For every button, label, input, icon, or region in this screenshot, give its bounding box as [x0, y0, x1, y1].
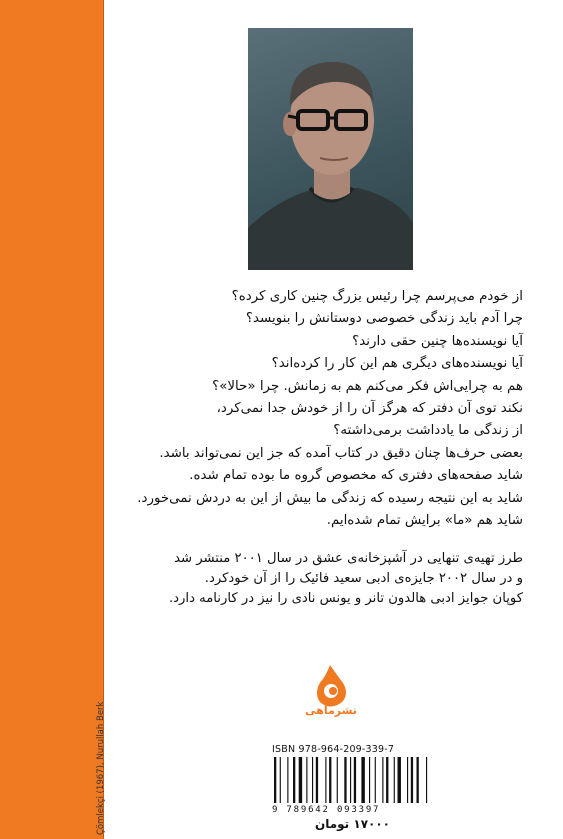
barcode [272, 757, 462, 803]
blurb-line: و در سال ۲۰۰۲ جایزه‌ی ادبی سعید فائیک را از آن خودکرد. [204, 571, 523, 586]
price-label: ۱۷۰۰۰ تومان [314, 817, 390, 831]
isbn-text: ISBN 978-964-209-339-7 [272, 744, 395, 755]
blurb-line: نکند توی آن دفتر که هرگز آن را از خودش جدا نمی‌کرد، [216, 401, 523, 417]
blurb-line: آیا نویسنده‌ها چنین حقی دارند؟ [352, 333, 523, 349]
spine-credit: Çömlekçi (1967), Nurullah Berk [96, 701, 106, 835]
blurb-line: شاید صفحه‌های دفتری که مخصوص گروه ما بوده تمام شده. [189, 468, 523, 484]
barcode-number: 9 789642 093397 [272, 805, 381, 815]
blurb-line: طرز تهیه‌ی تنهایی در آشپزخانه‌ی عشق در سال ۲۰۰۱ منتشر شد [174, 551, 523, 566]
blurb-line: آیا نویسنده‌های دیگری هم این کار را کرده‌اند؟ [271, 356, 523, 372]
blurb-line: از زندگی ما یادداشت برمی‌داشته؟ [333, 423, 523, 439]
blurb-line: چرا آدم باید زندگی خصوصی دوستانش را بنویسد؟ [245, 311, 523, 327]
blurb-line: شاید به این نتیجه رسیده که زندگی ما بیش از این به دردش نمی‌خورد. [137, 490, 523, 506]
blurb-line: کوپان جوایز ادبی هالدون تانر و یونس نادی را نیز در کارنامه دارد. [168, 591, 523, 606]
blurb-paragraph-2 [153, 549, 523, 609]
publisher-name: نشرماهی [305, 704, 357, 717]
blurb-line: از خودم می‌پرسم چرا رئیس بزرگ چنین کاری کرده؟ [231, 289, 523, 304]
spine-panel [0, 0, 103, 839]
blurb-line: بعضی حرف‌ها چنان دقیق در کتاب آمده که جز این نمی‌تواند باشد. [159, 445, 523, 461]
author-photo [248, 28, 413, 270]
blurb-line: هم به چرایی‌اش فکر می‌کنم هم به زمانش. چرا «حالا»؟ [212, 378, 523, 394]
blurb-line: شاید هم «ما» برایش تمام شده‌ایم. [326, 513, 523, 529]
blurb-paragraph-1 [137, 286, 523, 532]
